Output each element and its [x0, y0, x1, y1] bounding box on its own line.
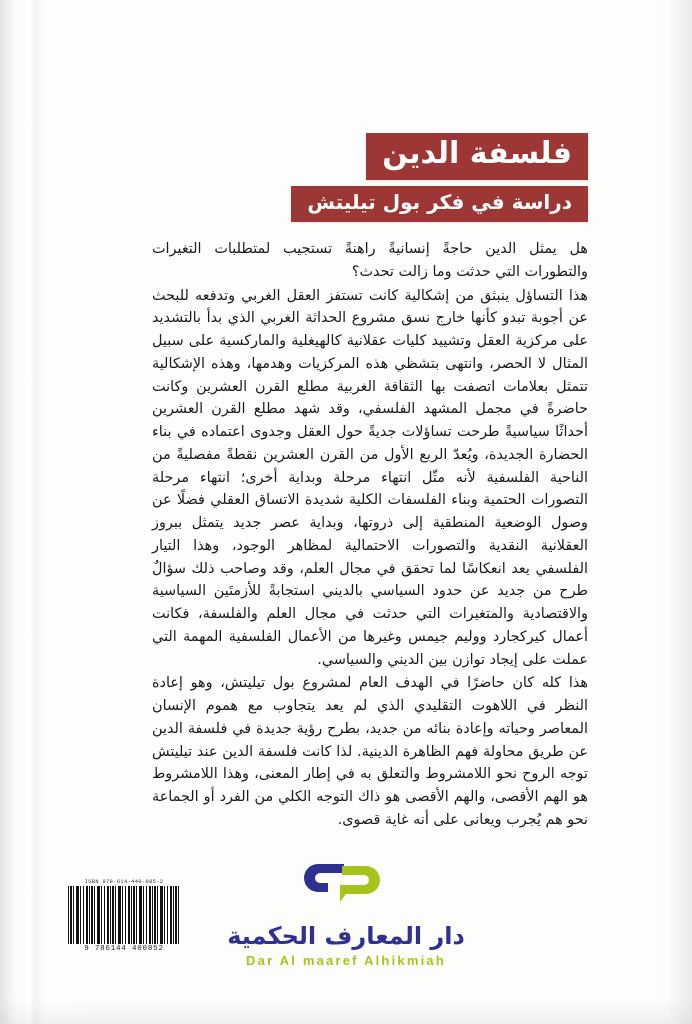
book-subtitle: دراسة في فكر بول تيليتش	[291, 186, 588, 222]
barcode-block	[68, 879, 180, 953]
cover-bottom-edge-shading	[0, 998, 692, 1024]
blurb-paragraph-3: هذا كله كان حاضرًا في الهدف العام لمشروع بول تيليتش، وهو إعادة النظر في اللاهوت التقليدي الذي لم يعد يتجاوب مع هموم الإنسان المعاصر وحياته وإعادة بنائه من جديد، بطرح رؤية جديدة في فلسفة الدين عن طريق محاولة فهم الظاهرة الدينية. لذا كانت فلسفة الدين عند تيليتش توجه الروح نحو اللامشروط والتعلق به في إطار المعنى، وهذا اللامشروط هو الهم الأقصى، والهم الأقصى هو ذاك التوجه الكلي من الفرد أو الجماعة نحو هم يُجرب ويعانى على أنه غاية قصوى.	[152, 675, 588, 828]
barcode-digits: 9 786144 400852	[84, 945, 164, 953]
back-cover-blurb	[152, 238, 588, 833]
publisher-name-latin: Dar Al maaref Alhikmiah	[246, 953, 446, 968]
publisher-logo-icon	[302, 862, 390, 916]
barcode-bars	[68, 886, 180, 944]
publisher-name-arabic: دار المعارف الحكمية	[227, 922, 465, 950]
isbn-text: ISBN 978-614-440-085-2	[84, 879, 164, 885]
blurb-paragraph-1: هل يمثل الدين حاجةً إنسانيةً راهنةً تستجيب لمتطلبات التغيرات والتطورات التي حدثت وما زالت تحدث؟	[152, 241, 588, 280]
blurb-paragraph-2: هذا التساؤل ينبثق من إشكالية كانت تستفز العقل الغربي وتدفعه للبحث عن أجوبة تبدو كأنها خارج نسق مشروع الحداثة الغربي الذي بدأ بالتشديد على مركزية العقل وتشييد كليات عقلانية كالهيغلية والماركسية على سبيل المثال لا الحصر، وانتهى بتشظي هذه المركزيات وهدمها، وهذه الإشكالية تتمثل بعلامات اتصفت بها الثقافة الغربية مطلع القرن العشرين وكانت حاضرةً في مجمل المشهد الفلسفي، وقد شهد مطلع القرن العشرين أحداثًا سياسيةً طرحت تساؤلات جديةً حول العقل وجدوى اعتماده في بناء الحضارة الجديدة، ويُعدّ الربع الأول من القرن العشرين نقطةً مفصليةً من الناحية الفلسفية لأنه مثّل انتهاء مرحلة وبداية أخرى؛ انتهاء مرحلة التصورات الحتمية وبناء الفلسفات الكلية شديدة الاتساق العقلي فضلًا عن وصول الوضعية المنطقية إلى ذروتها، وبداية عصر جديد يتمثل ببروز العقلانية النقدية والتصورات الاحتمالية لمظاهر الوجود، وهذا التيار الفلسفي يعد انعكاسًا لما تحقق في مجال العلم، وقد وصاحب ذلك سؤالٌ طرح من جديد عن حدود السياسي بالديني استجابةً للأزمتَين السياسية والاقتصادية والمتغيرات التي حدثت في مجال العلم والفلسفة، فكانت أعمال كيركجارد ووليم جيمس وغيرها من الأعمال الفلسفية المهمة التي عملت على إيجاد توازن بين الديني والسياسي.	[152, 287, 588, 668]
book-title: فلسفة الدين	[366, 133, 588, 180]
